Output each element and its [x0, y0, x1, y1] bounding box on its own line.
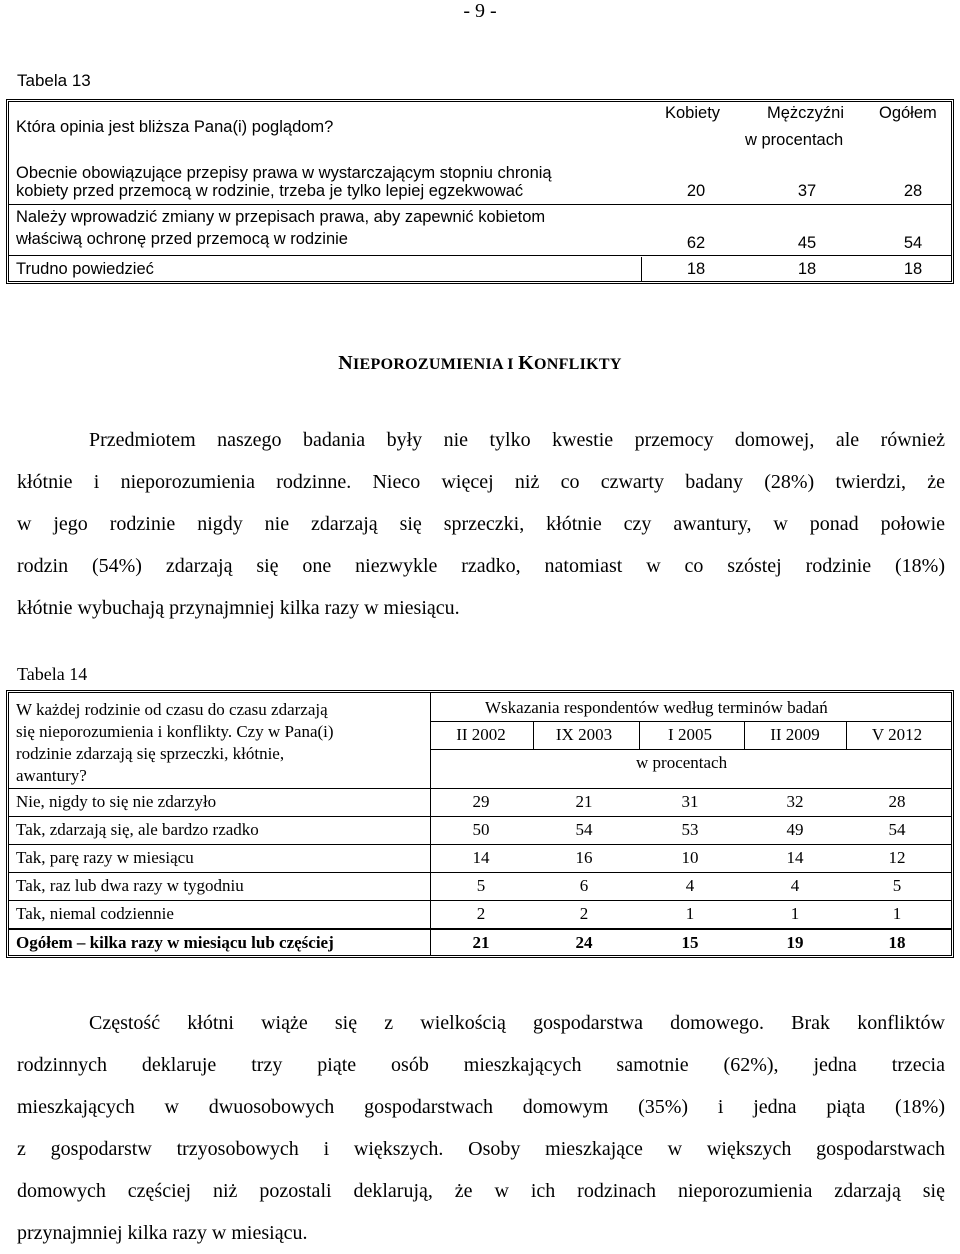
table14-group-header: Wskazania respondentów według terminów badań [485, 698, 828, 717]
table14-column-rule [533, 721, 534, 749]
table14-cell: 2 [579, 904, 589, 923]
table14-col-header: I 2005 [668, 725, 712, 744]
table13-row-label: Obecnie obowiązujące przepisy prawa w wystarczającym stopniu chronią [16, 164, 552, 182]
table14-col-header: IX 2003 [555, 725, 613, 744]
table14-row-label: Tak, raz lub dwa razy w tygodniu [16, 876, 244, 895]
paragraph-line: domowych częściej niż pozostali deklarują, że w ich rodzinach nieporozumienia zdarzają się [17, 1180, 945, 1202]
paragraph-line: mieszkających w dwuosobowych gospodarstwach domowym (35%) i jedna piąta (18%) [17, 1096, 945, 1118]
table13-col-header: Mężczyźni [767, 104, 845, 122]
table14-cell: 4 [790, 876, 800, 895]
table13-cell: 18 [686, 260, 706, 278]
table14-rule [9, 816, 951, 817]
table14-cell: 14 [472, 848, 490, 867]
table13-cell: 20 [686, 182, 706, 200]
table14-row-label: Tak, niemal codziennie [16, 904, 174, 923]
paragraph-line: przynajmniej kilka razy w miesiącu. [17, 1222, 308, 1244]
table13-column-rule [641, 257, 642, 281]
table14-cell: 5 [476, 876, 486, 895]
table14-total-cell: 24 [575, 933, 593, 952]
table14-cell: 10 [681, 848, 699, 867]
table14-rule [9, 788, 951, 789]
table14-caption: Tabela 14 [17, 664, 88, 684]
heading-smallcaps: IEPOROZUMIENIA I [353, 356, 519, 373]
paragraph-line: kłótnie wybuchają przynajmniej kilka razy w miesiącu. [17, 597, 460, 619]
table13-cell: 18 [903, 260, 923, 278]
table14-row-label: Nie, nigdy to się nie zdarzyło [16, 792, 217, 811]
table14-column-rule [744, 721, 745, 749]
table14-rule [9, 928, 951, 930]
table14-cell: 1 [790, 904, 800, 923]
table14-total-cell: 21 [472, 933, 490, 952]
table14-cell: 21 [575, 792, 593, 811]
table14-cell: 14 [786, 848, 804, 867]
table13-row-label: Należy wprowadzić zmiany w przepisach prawa, aby zapewnić kobietom [16, 208, 546, 226]
table14-rule [430, 721, 951, 722]
table14-cell: 5 [892, 876, 902, 895]
paragraph-line: Częstość kłótni wiąże się z wielkością gospodarstwa domowego. Brak konfliktów [89, 1012, 945, 1034]
table14-cell: 1 [892, 904, 902, 923]
table13-cell: 62 [686, 234, 706, 252]
table14-total-cell: 19 [786, 933, 804, 952]
paragraph-2 [17, 1002, 945, 1254]
heading-initial: N [338, 352, 353, 374]
paragraph-line: rodzin (54%) zdarzają się one niezwykle rzadko, natomiast w co szóstej rodzinie (18%) [17, 555, 945, 577]
table14-col-header: V 2012 [871, 725, 923, 744]
paragraph-line: kłótnie i nieporozumienia rodzinne. Nieco więcej niż co czwarty badany (28%) twierdzi, że [17, 471, 945, 493]
table13-caption: Tabela 13 [17, 71, 91, 90]
table14-question: awantury? [16, 766, 87, 785]
table13-unit: w procentach [745, 131, 844, 149]
table14-cell: 2 [476, 904, 486, 923]
table14-cell: 29 [472, 792, 490, 811]
table13-cell: 18 [797, 260, 817, 278]
table14-cell: 6 [579, 876, 589, 895]
table14-total-cell: 15 [681, 933, 699, 952]
paragraph-line: z gospodarstw trzyosobowych i większych. Osoby mieszkające w większych gospodarstwach [17, 1138, 945, 1160]
table13-cell: 45 [797, 234, 817, 252]
table13-question: Która opinia jest bliższa Pana(i) poglądom? [16, 118, 334, 136]
table14-cell: 12 [888, 848, 906, 867]
table14-cell: 32 [786, 792, 804, 811]
paragraph-line: Przedmiotem naszego badania były nie tylko kwestie przemocy domowej, ale również [89, 429, 945, 451]
table14-rule [430, 749, 951, 750]
paragraph-1 [17, 419, 945, 629]
table13-cell: 28 [903, 182, 923, 200]
table13-row-label: właściwą ochronę przed przemocą w rodzinie [16, 230, 348, 248]
paragraph-line: rodzinnych deklaruje trzy piąte osób mieszkających samotnie (62%), jedna trzecia [17, 1054, 945, 1076]
section-heading [0, 352, 960, 375]
table13 [6, 99, 954, 284]
table14-column-rule [846, 721, 847, 749]
table14-rule [9, 844, 951, 845]
table14-total-label: Ogółem – kilka razy w miesiącu lub częściej [16, 933, 334, 952]
table14-row-label: Tak, parę razy w miesiącu [16, 848, 194, 867]
table13-cell: 54 [903, 234, 923, 252]
table14-cell: 31 [681, 792, 699, 811]
table13-cell: 37 [797, 182, 817, 200]
table14-total-cell: 18 [888, 933, 906, 952]
table14-cell: 1 [685, 904, 695, 923]
table14-col-header: II 2009 [770, 725, 820, 744]
table14-column-rule [639, 721, 640, 749]
table14-cell: 53 [681, 820, 699, 839]
table14-question: się nieporozumienia i konflikty. Czy w Pana(i) [16, 722, 334, 741]
paragraph-line: w jego rodzinie nigdy nie zdarzają się sprzeczki, kłótnie czy awantury, w ponad połowie [17, 513, 945, 535]
table13-rule [9, 255, 951, 256]
table13-col-header: Kobiety [665, 104, 721, 122]
table14-cell: 4 [685, 876, 695, 895]
heading-smallcaps: ONFLIKTY [533, 356, 622, 373]
table14 [6, 690, 954, 958]
table14-col-header: II 2002 [456, 725, 506, 744]
table14-cell: 50 [472, 820, 490, 839]
table14-rule [9, 900, 951, 901]
heading-initial: K [518, 352, 534, 374]
table14-unit: w procentach [636, 753, 728, 772]
table14-cell: 54 [575, 820, 593, 839]
table14-question: rodzinie zdarzają się sprzeczki, kłótnie, [16, 744, 285, 763]
table13-row-label: Trudno powiedzieć [16, 260, 154, 278]
table13-row-label: kobiety przed przemocą w rodzinie, trzeba je tylko lepiej egzekwować [16, 182, 524, 200]
table14-rule [9, 872, 951, 873]
table14-cell: 16 [575, 848, 593, 867]
page-number: - 9 - [463, 0, 497, 22]
table14-cell: 54 [888, 820, 906, 839]
table14-cell: 49 [786, 820, 804, 839]
table14-row-label: Tak, zdarzają się, ale bardzo rzadko [16, 820, 259, 839]
table14-question: W każdej rodzinie od czasu do czasu zdarzają [16, 700, 328, 719]
table14-cell: 28 [888, 792, 906, 811]
table13-rule [9, 204, 951, 205]
table13-col-header: Ogółem [879, 104, 937, 122]
